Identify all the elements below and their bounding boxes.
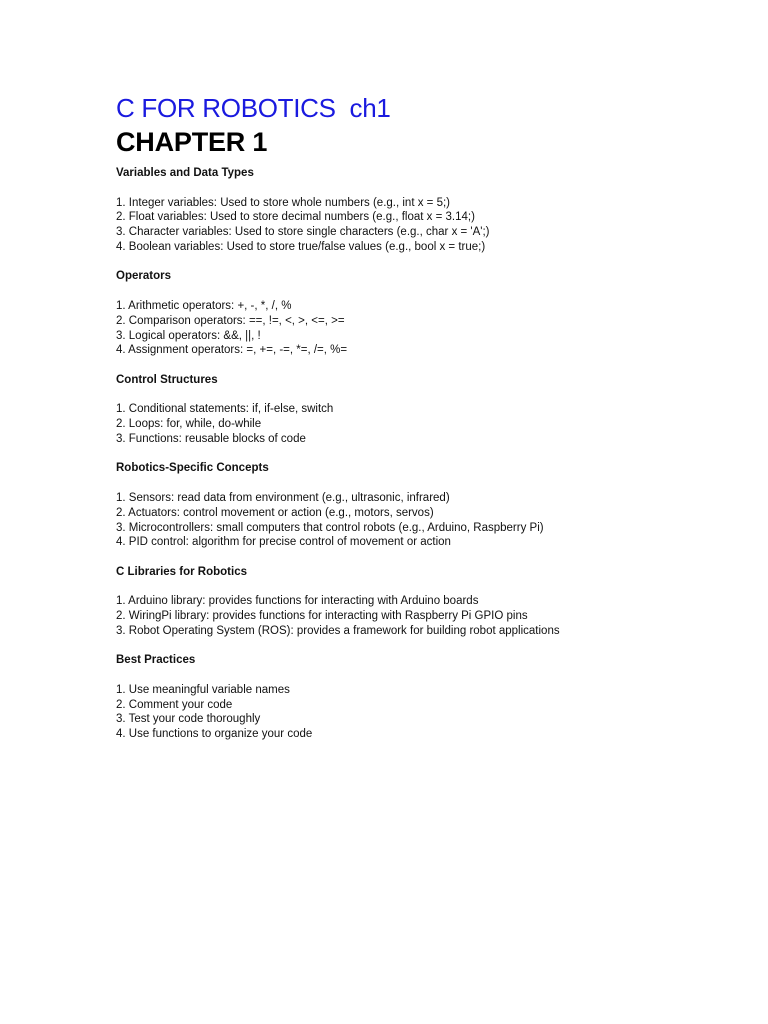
section-variables <box>116 166 736 269</box>
item-list <box>116 491 736 550</box>
list-item: 2. Actuators: control movement or action (e.g., motors, servos) <box>116 506 434 519</box>
list-item: 2. WiringPi library: provides functions for interacting with Raspberry Pi GPIO pins <box>116 610 528 623</box>
section-heading: Variables and Data Types <box>116 167 254 179</box>
list-item: 3. Character variables: Used to store single characters (e.g., char x = 'A';) <box>116 226 490 239</box>
list-item: 3. Logical operators: &&, ||, ! <box>116 329 261 342</box>
list-item: 4. Assignment operators: =, +=, -=, *=, /=, %= <box>116 344 348 357</box>
section-operators <box>116 269 736 372</box>
list-item: 4. Use functions to organize your code <box>116 728 313 741</box>
list-item: 3. Microcontrollers: small computers that control robots (e.g., Arduino, Raspberry Pi) <box>116 521 544 534</box>
document-page <box>116 92 736 742</box>
list-item: 3. Functions: reusable blocks of code <box>116 432 306 445</box>
list-item: 2. Comment your code <box>116 698 233 711</box>
section-heading: Control Structures <box>116 373 218 386</box>
section-heading: C Libraries for Robotics <box>116 565 247 578</box>
list-item: 2. Float variables: Used to store decimal numbers (e.g., float x = 3.14;) <box>116 211 475 224</box>
section-heading: Robotics-Specific Concepts <box>116 462 269 475</box>
list-item: 4. PID control: algorithm for precise control of movement or action <box>116 536 451 549</box>
item-list <box>116 299 736 358</box>
section-best-practices <box>116 653 736 742</box>
list-item: 3. Test your code thoroughly <box>116 713 261 726</box>
section-robotics-concepts <box>116 461 736 564</box>
section-c-libraries <box>116 565 736 654</box>
item-list <box>116 683 736 742</box>
list-item: 2. Comparison operators: ==, !=, <, >, <=, >= <box>116 314 345 327</box>
item-list <box>116 594 736 638</box>
item-list <box>116 402 736 446</box>
list-item: 1. Conditional statements: if, if-else, switch <box>116 403 334 416</box>
list-item: 1. Use meaningful variable names <box>116 683 290 696</box>
section-control-structures <box>116 373 736 462</box>
list-item: 1. Arithmetic operators: +, -, *, /, % <box>116 299 292 312</box>
item-list <box>116 196 736 255</box>
chapter-heading: CHAPTER 1 <box>116 127 268 157</box>
list-item: 1. Sensors: read data from environment (e.g., ultrasonic, infrared) <box>116 491 450 504</box>
list-item: 2. Loops: for, while, do-while <box>116 418 262 431</box>
list-item: 1. Integer variables: Used to store whole numbers (e.g., int x = 5;) <box>116 196 450 209</box>
section-heading: Operators <box>116 270 171 283</box>
document-title: C FOR ROBOTICS ch1 <box>116 93 391 123</box>
section-heading: Best Practices <box>116 654 196 667</box>
list-item: 3. Robot Operating System (ROS): provides a framework for building robot applications <box>116 624 560 637</box>
list-item: 1. Arduino library: provides functions for interacting with Arduino boards <box>116 595 479 608</box>
list-item: 4. Boolean variables: Used to store true/false values (e.g., bool x = true;) <box>116 240 486 253</box>
